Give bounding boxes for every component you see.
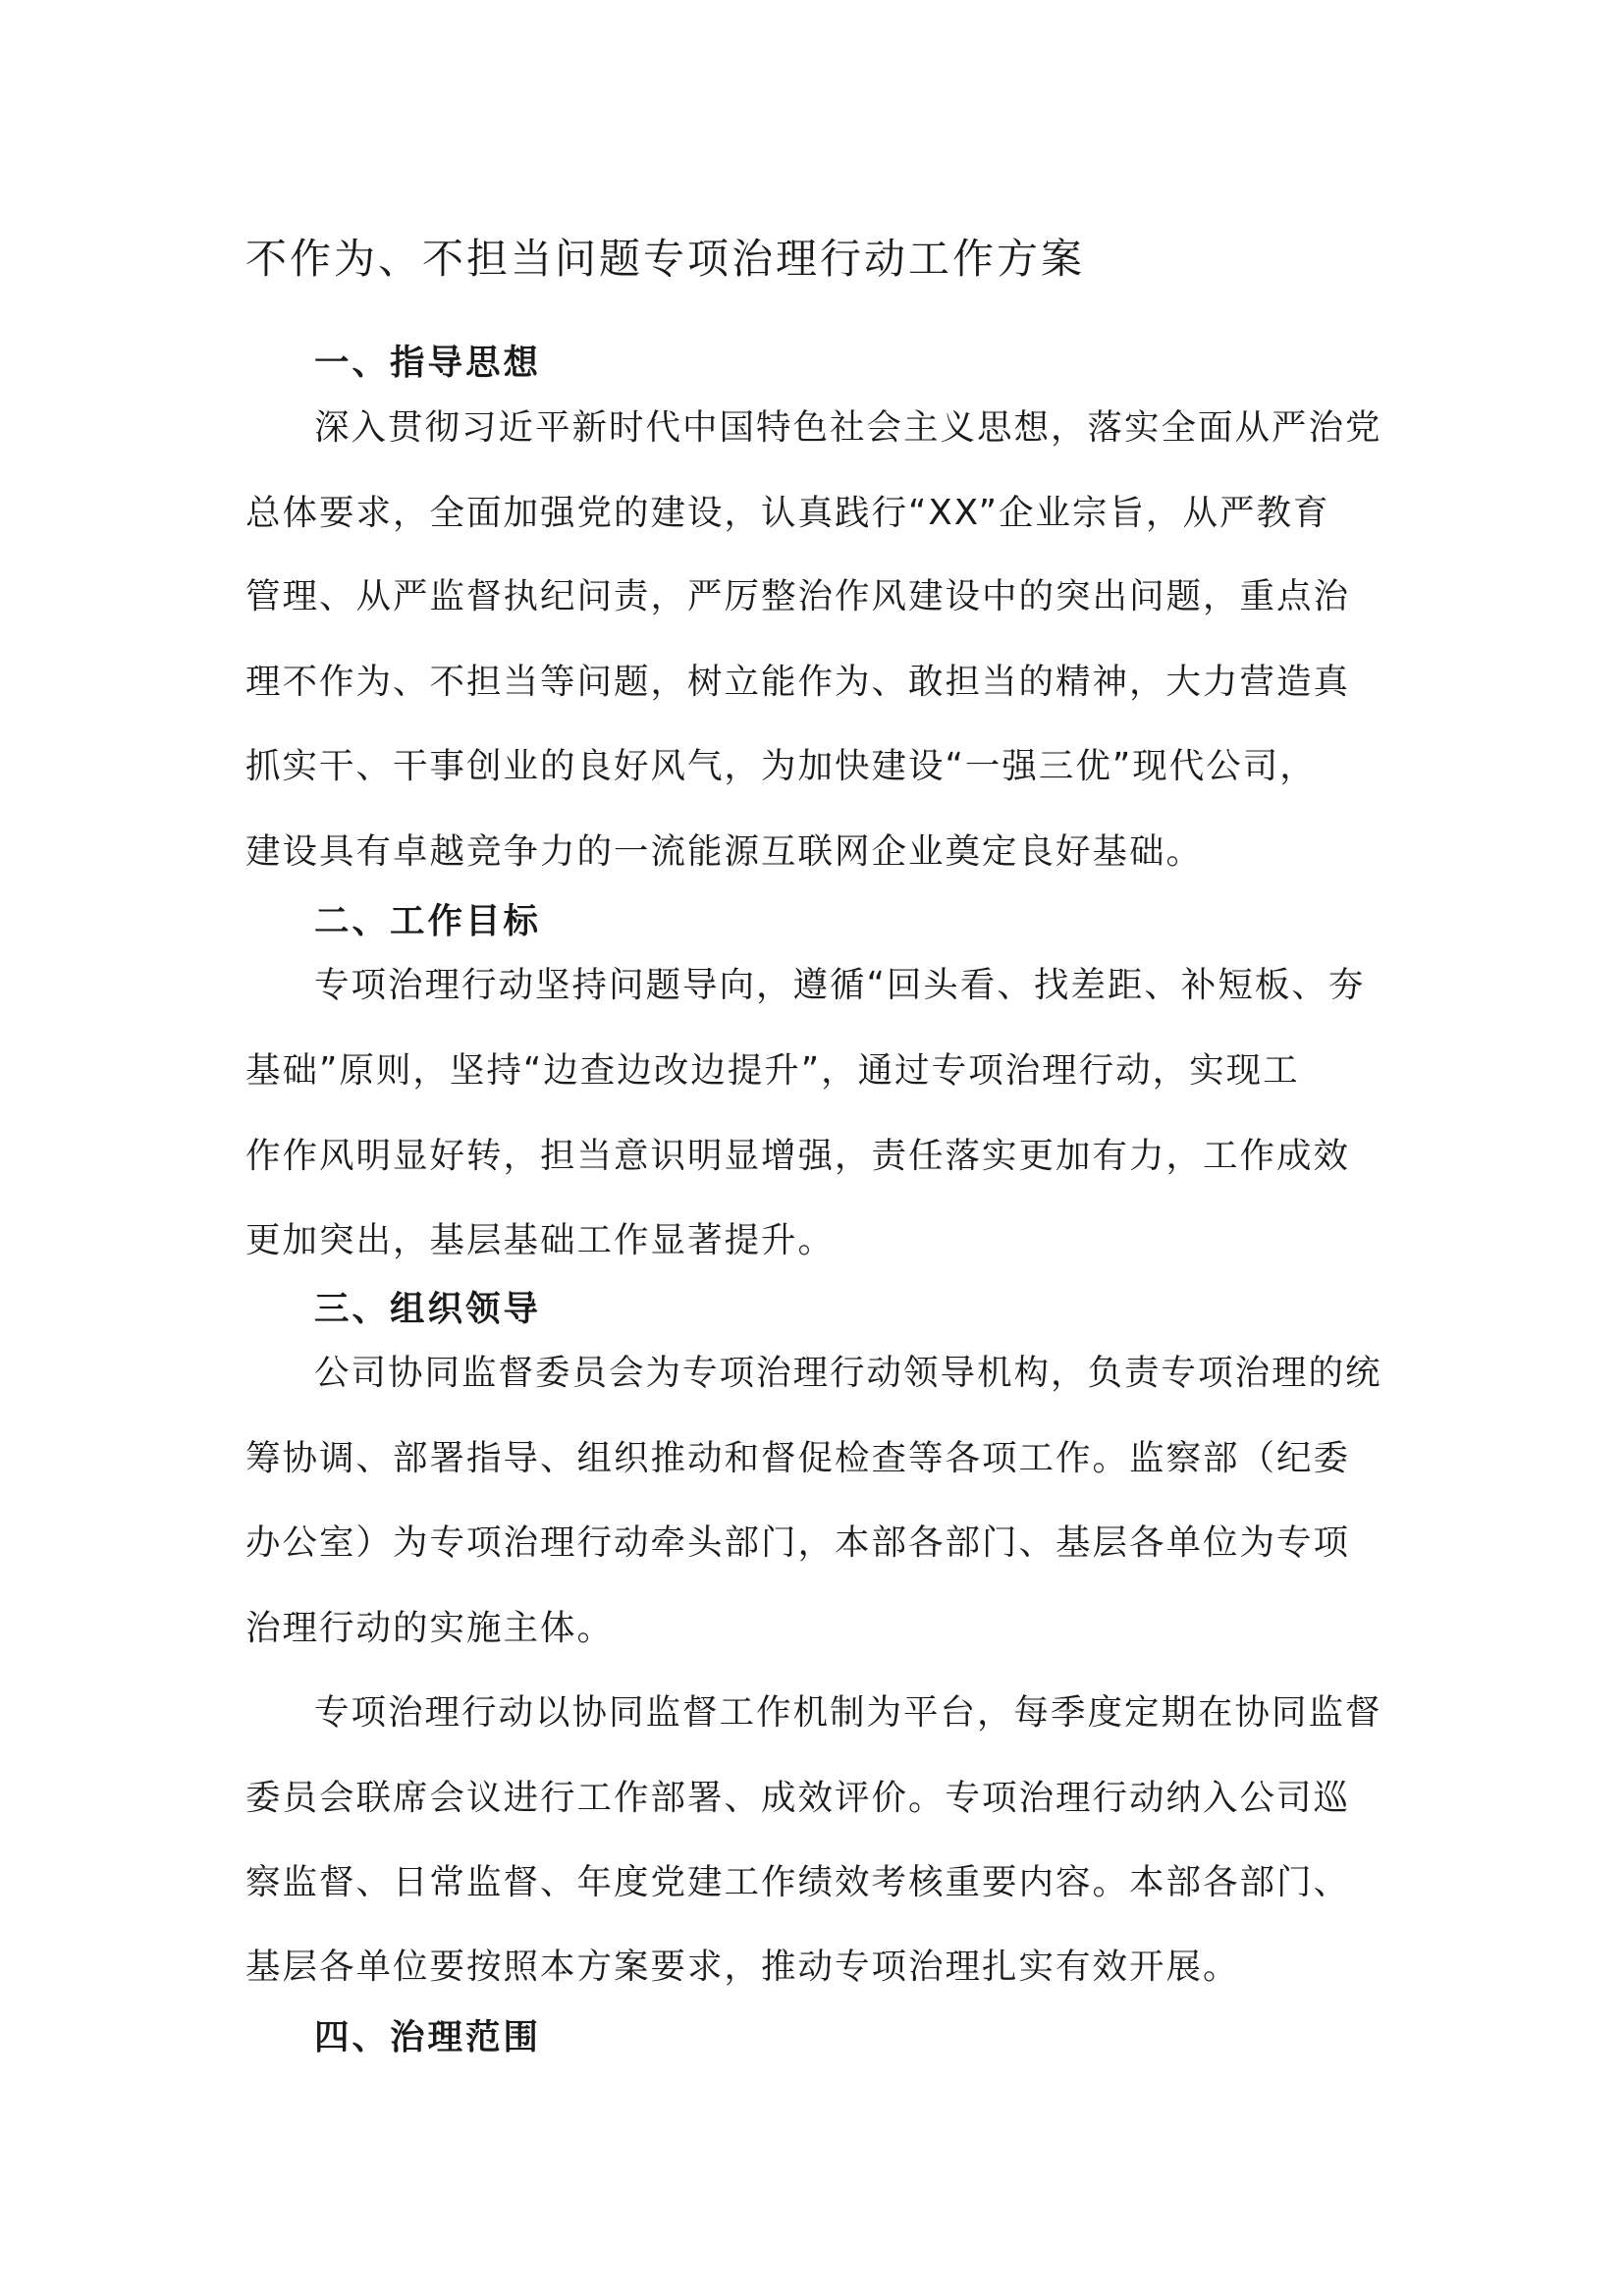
paragraph-line: 基层各单位要按照本方案要求，推动专项治理扎实有效开展。	[245, 1947, 1240, 1987]
paragraph-line: 建设具有卓越竞争力的一流能源互联网企业奠定良好基础。	[245, 831, 1204, 872]
paragraph-line: 更加突出，基层基础工作显著提升。	[245, 1220, 836, 1260]
paragraph-line: 筹协调、部署指导、组织推动和督促检查等各项工作。监察部（纪委	[245, 1438, 1351, 1478]
paragraph-line: 理不作为、不担当等问题，树立能作为、敢担当的精神，大力营造真	[245, 662, 1351, 702]
paragraph-line: 基础”原则，坚持“边查边改边提升”，通过专项治理行动，实现工	[245, 1050, 1300, 1091]
document-title: 不作为、不担当问题专项治理行动工作方案	[245, 235, 1086, 283]
section-heading: 三、组织领导	[314, 1289, 542, 1329]
paragraph-line: 委员会联席会议进行工作部署、成效评价。专项治理行动纳入公司巡	[245, 1778, 1351, 1818]
paragraph-line: 治理行动的实施主体。	[245, 1608, 615, 1648]
section-heading: 二、工作目标	[314, 901, 542, 941]
paragraph-line: 作作风明显好转，担当意识明显增强，责任落实更加有力，工作成效	[245, 1136, 1351, 1176]
paragraph-line: 察监督、日常监督、年度党建工作绩效考核重要内容。本部各部门、	[245, 1862, 1351, 1902]
paragraph-line: 深入贯彻习近平新时代中国特色社会主义思想，落实全面从严治党	[314, 407, 1382, 448]
paragraph-line: 抓实干、干事创业的良好风气，为加快建设“一强三优”现代公司，	[245, 746, 1317, 786]
paragraph-line: 管理、从严监督执纪问责，严厉整治作风建设中的突出问题，重点治	[245, 576, 1351, 616]
section-heading: 一、指导思想	[314, 343, 542, 383]
paragraph-line: 公司协同监督委员会为专项治理行动领导机构，负责专项治理的统	[314, 1353, 1382, 1393]
paragraph-line: 专项治理行动坚持问题导向，遵循“回头看、找差距、补短板、夯	[314, 965, 1366, 1005]
paragraph-line: 总体要求，全面加强党的建设，认真践行“XX”企业宗旨，从严教育	[245, 493, 1330, 533]
paragraph-line: 专项治理行动以协同监督工作机制为平台，每季度定期在协同监督	[314, 1692, 1382, 1733]
paragraph-line: 办公室）为专项治理行动牵头部门，本部各部门、基层各单位为专项	[245, 1522, 1351, 1563]
section-heading: 四、治理范围	[314, 2017, 542, 2057]
